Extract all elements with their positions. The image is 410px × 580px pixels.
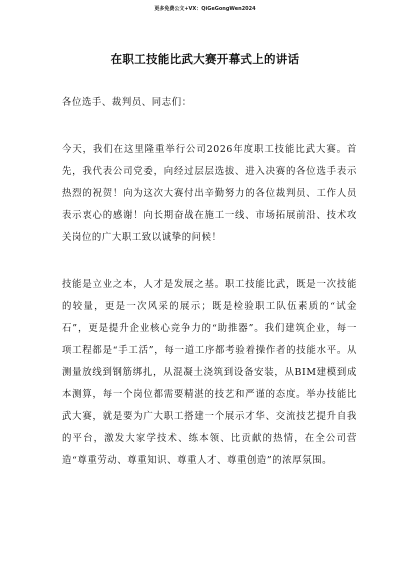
header-note: 更多免费公文+VX：QiGeGongWen2024 <box>154 6 256 12</box>
document-title: 在职工技能比武大赛开幕式上的讲话 <box>110 52 300 66</box>
paragraph-1: 今天，我们在这里隆重举行公司2026年度职工技能比武大赛。首先，我代表公司党委，向经过层层选拔、进入决赛的各位选手表示热烈的祝贺！向为这次大赛付出辛勤努力的各位裁判员、工作人员表示衷心的感谢！向长期奋战在施工一线、市场拓展前沿、技术攻关岗位的广大职工致以诚挚的问候！ <box>62 144 357 243</box>
paragraph-2: 技能是立业之本，人才是发展之基。职工技能比武，既是一次技能的较量，更是一次风采的展示；既是检验职工队伍素质的“试金石”，更是提升企业核心竞争力的“助推器”。我们建筑企业，每一项工程都是“手工活”，每一道工序都考验着操作者的技能水平。从测量放线到钢筋绑扎，从混凝土浇筑到设备安装，从BIM建模到成本测算，每一个岗位都需要精湛的技艺和严谨的态度。举办技能比武大赛，就是要为广大职工搭建一个展示才华、交流技艺提升自我的平台，激发大家学技术、练本领、比贡献的热情，在全公司营造“尊重劳动、尊重知识、尊重人才、尊重创造”的浓厚氛围。 <box>62 279 357 466</box>
salutation: 各位选手、裁判员、同志们： <box>62 97 192 108</box>
